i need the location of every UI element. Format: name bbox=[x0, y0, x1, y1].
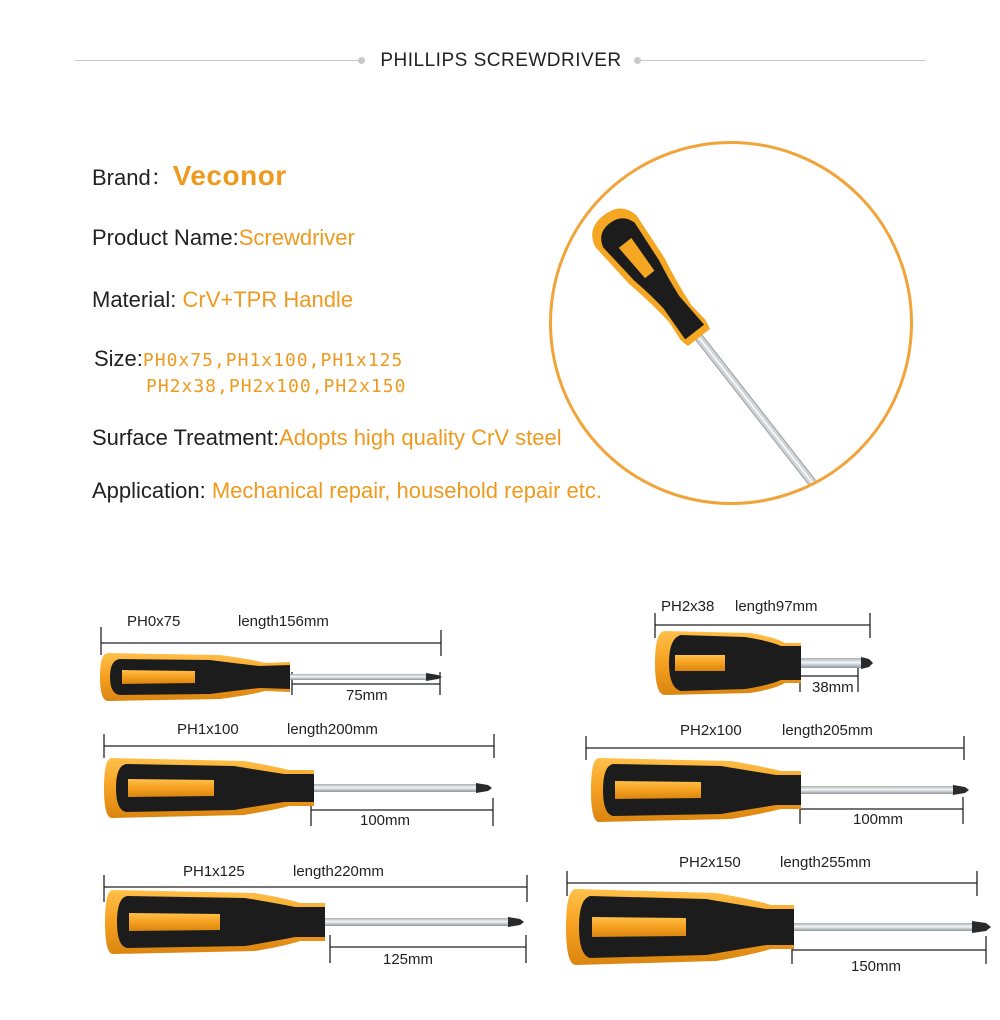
spec-surface-treatment-label: Surface Treatment: bbox=[92, 425, 280, 450]
spec-material-label: Material: bbox=[92, 287, 183, 312]
tool-3-model: PH1x100 bbox=[177, 721, 239, 738]
tool-2-length: length97mm bbox=[735, 598, 818, 615]
tool-6-length: length255mm bbox=[780, 854, 871, 871]
spec-brand-label: Brand： bbox=[92, 165, 173, 190]
tool-1-blade: 75mm bbox=[346, 687, 388, 704]
tool-4-blade: 100mm bbox=[853, 811, 904, 828]
tool-6-model: PH2x150 bbox=[679, 854, 741, 871]
spec-product-name-value: Screwdriver bbox=[238, 225, 355, 250]
tool-6-blade: 150mm bbox=[851, 958, 902, 975]
tool-1-model: PH0x75 bbox=[127, 613, 181, 630]
tool-3-blade: 100mm bbox=[360, 812, 411, 829]
screwdriver-ph2x100 bbox=[591, 758, 969, 822]
spec-size-line1: PH0x75,PH1x100,PH1x125 bbox=[142, 350, 404, 371]
screwdriver-ph0x75 bbox=[100, 653, 442, 701]
tool-5-length: length220mm bbox=[293, 863, 384, 880]
tool-1-length: length156mm bbox=[238, 613, 329, 630]
spec-size-label: Size: bbox=[94, 346, 143, 371]
screwdriver-ph2x38 bbox=[655, 631, 873, 695]
screwdriver-ph1x100 bbox=[104, 758, 492, 818]
tool-3-length: length200mm bbox=[287, 721, 378, 738]
spec-material-value: CrV+TPR Handle bbox=[182, 287, 354, 312]
screwdriver-ph1x125 bbox=[105, 890, 524, 954]
spec-application-label: Application: bbox=[92, 478, 212, 503]
spec-brand-value: Veconor bbox=[172, 160, 287, 191]
spec-surface-treatment-value: Adopts high quality CrV steel bbox=[279, 425, 562, 450]
screwdriver-ph2x150 bbox=[566, 889, 991, 965]
page-title: PHILLIPS SCREWDRIVER bbox=[380, 50, 622, 71]
spec-product-name-label: Product Name: bbox=[92, 225, 239, 250]
tool-2-model: PH2x38 bbox=[661, 598, 715, 615]
spec-application-value: Mechanical repair, household repair etc. bbox=[211, 478, 602, 503]
tool-5-model: PH1x125 bbox=[183, 863, 245, 880]
tool-4-model: PH2x100 bbox=[680, 722, 742, 739]
tool-4-length: length205mm bbox=[782, 722, 873, 739]
tool-2-blade: 38mm bbox=[812, 679, 854, 696]
tool-5-blade: 125mm bbox=[383, 951, 434, 968]
spec-size-line2: PH2x38,PH2x100,PH2x150 bbox=[146, 376, 407, 397]
